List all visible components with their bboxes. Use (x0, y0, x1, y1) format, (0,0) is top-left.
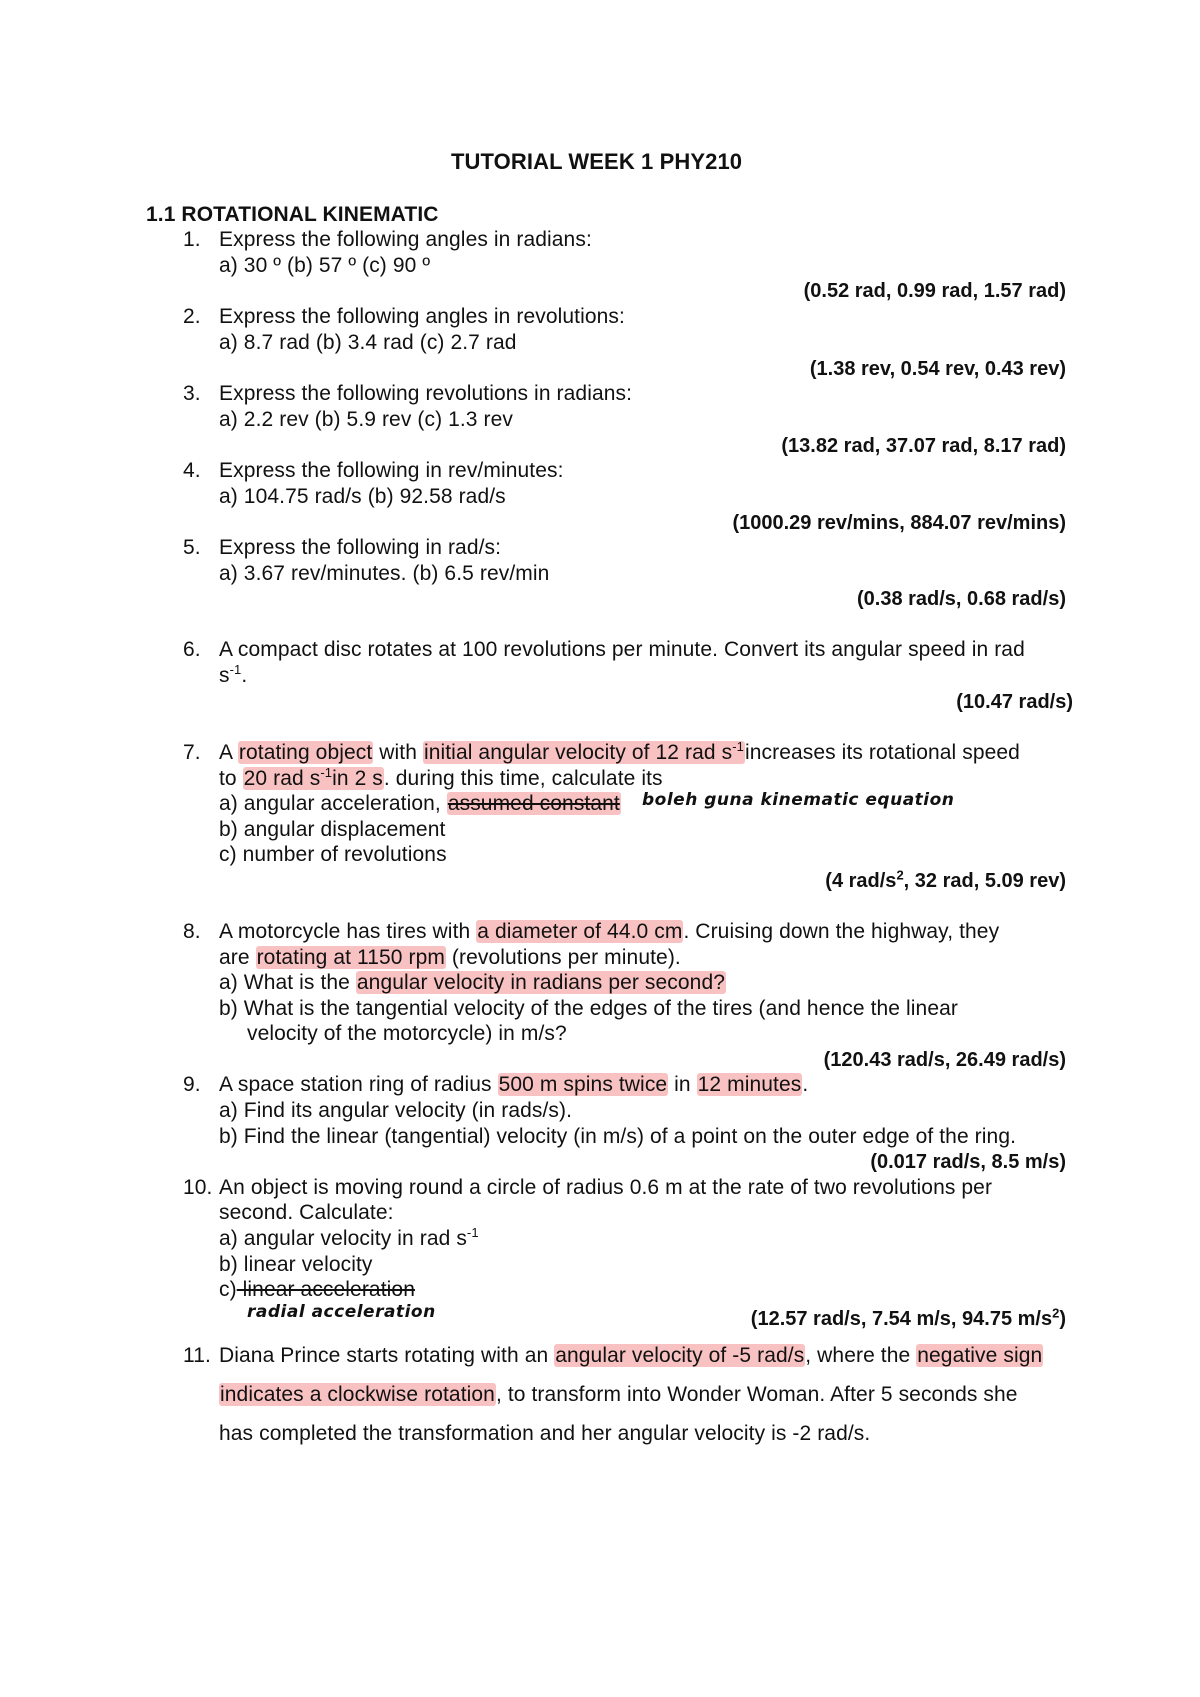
answer: (12.57 rad/s, 7.54 m/s, 94.75 $m/s^2$) (750, 1305, 1066, 1330)
question-number: 6. (183, 638, 201, 661)
highlight: rotating object (238, 741, 373, 764)
answer: (120.43 rad/s, 26.49 rad/s) (823, 1049, 1066, 1071)
section-heading: 1.1 ROTATIONAL KINEMATIC (146, 203, 439, 226)
answer: (13.82 rad, 37.07 rad, 8.17 rad) (781, 435, 1066, 457)
highlight: initial angular velocity of 12 rad $s^{-1}$ (423, 739, 744, 764)
answer: (10.47 rad/s) (956, 691, 1073, 713)
question-number: 3. (183, 382, 201, 405)
question-number: 10. (183, 1176, 213, 1199)
question-text-line2: $s^{-1}$. (219, 662, 248, 687)
highlight: angular velocity in radians per second? (356, 971, 726, 994)
highlight: 12 minutes (697, 1073, 802, 1096)
part-a: a) What is the angular velocity in radians per second? (219, 971, 726, 994)
question-number: 4. (183, 459, 201, 482)
question-text: An object is moving round a circle of radius 0.6 m at the rate of two revolutions per (219, 1176, 993, 1199)
question-text: Express the following revolutions in radians: (219, 382, 633, 405)
part-b: b) What is the tangential velocity of the edges of the tires (and hence the linear (219, 997, 958, 1020)
highlight: angular velocity of -5 rad/s (555, 1344, 805, 1367)
part-c: c) number of revolutions (219, 843, 447, 866)
part-b: b) Find the linear (tangential) velocity (in m/s) of a point on the outer edge of the ring. (219, 1125, 1017, 1148)
answer: (0.38 rad/s, 0.68 rad/s) (856, 588, 1066, 610)
question-number: 11. (183, 1344, 211, 1367)
question-text: A compact disc rotates at 100 revolutions per minute. Convert its angular speed in rad (219, 638, 1025, 661)
part-b: b) linear velocity (219, 1253, 373, 1276)
question-text: Express the following in rad/s: (219, 536, 502, 559)
part-a: a) angular velocity in rad $s^{-1}$ (219, 1225, 479, 1250)
handwritten-note: boleh guna kinematic equation (642, 790, 955, 810)
answer: (0.52 rad, 0.99 rad, 1.57 rad) (803, 280, 1066, 302)
highlight: rotating at 1150 rpm (256, 946, 445, 969)
answer: (1000.29 rev/mins, 884.07 rev/mins) (732, 512, 1066, 534)
question-text-line2: to 20 rad $s^{-1}in$ 2 s. during this time, calculate its (219, 765, 663, 790)
question-number: 5. (183, 536, 201, 559)
answer: (4 rad/$s^2$, 32 rad, 5.09 rev) (825, 867, 1066, 892)
struck-text: assumed constant (447, 792, 620, 815)
question-number: 2. (183, 305, 201, 328)
highlight: indicates a clockwise rotation (220, 1383, 495, 1406)
question-text: Express the following angles in radians: (219, 228, 592, 251)
question-text-line3: has completed the transformation and her angular velocity is -2 rad/s. (219, 1422, 871, 1445)
part-b-line2: velocity of the motorcycle) in m/s? (247, 1022, 567, 1045)
highlight: a diameter of 44.0 cm (477, 920, 683, 943)
answer: (1.38 rev, 0.54 rev, 0.43 rev) (809, 358, 1066, 380)
question-text-line2: second. Calculate: (219, 1201, 394, 1224)
part-a: a) Find its angular velocity (in rads/s). (219, 1099, 573, 1122)
question-parts: a) 104.75 rad/s (b) 92.58 rad/s (219, 485, 506, 508)
highlight: 500 m spins twice (498, 1073, 668, 1096)
question-number: 8. (183, 920, 201, 943)
question-number: 9. (183, 1073, 201, 1096)
highlight: 20 rad $s^{-1}in$ 2 s (243, 765, 383, 790)
part-b: b) angular displacement (219, 818, 446, 841)
question-parts: a) 2.2 rev (b) 5.9 rev (c) 1.3 rev (219, 408, 513, 431)
struck-text: linear acceleration (236, 1278, 415, 1301)
answer: (0.017 rad/s, 8.5 m/s) (870, 1151, 1066, 1173)
question-parts: a) 30 º (b) 57 º (c) 90 º (219, 254, 431, 277)
question-number: 1. (183, 228, 201, 251)
question-text-line2: are rotating at 1150 rpm (revolutions per minute). (219, 946, 681, 969)
question-text-line2: indicates a clockwise rotation, to transform into Wonder Woman. After 5 seconds she (220, 1383, 1018, 1406)
highlight: negative sign (917, 1344, 1043, 1367)
question-parts: a) 3.67 rev/minutes. (b) 6.5 rev/min (219, 562, 550, 585)
question-text: Express the following angles in revolutions: (219, 305, 625, 328)
handwritten-note: radial acceleration (247, 1302, 436, 1322)
question-number: 7. (183, 741, 201, 764)
question-text: Express the following in rev/minutes: (219, 459, 564, 482)
question-text: Diana Prince starts rotating with an angular velocity of -5 rad/s, where the negative sign (219, 1344, 1043, 1367)
question-text: A motorcycle has tires with a diameter of 44.0 cm. Cruising down the highway, they (219, 920, 1000, 943)
question-text: A rotating object with initial angular velocity of 12 rad $s^{-1}increases$ its rotational speed (219, 739, 1020, 764)
part-c: c) linear acceleration (219, 1278, 415, 1301)
question-parts: a) 8.7 rad (b) 3.4 rad (c) 2.7 rad (219, 331, 517, 354)
document-title: TUTORIAL WEEK 1 PHY210 (451, 149, 743, 174)
part-a: a) angular acceleration, assumed constant (219, 792, 620, 815)
question-text: A space station ring of radius 500 m spins twice in 12 minutes. (219, 1073, 809, 1096)
